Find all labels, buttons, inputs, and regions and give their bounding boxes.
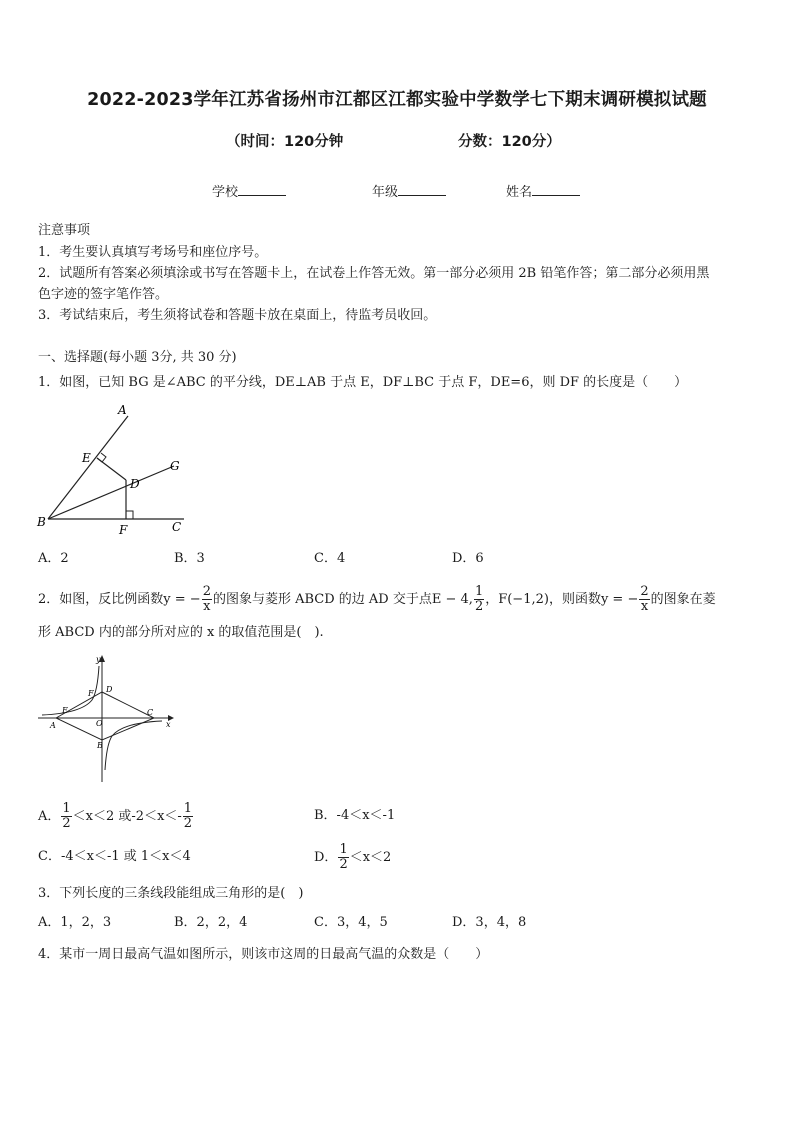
label-d: D <box>106 685 113 694</box>
label-x: x <box>166 720 171 729</box>
label-c: C <box>147 708 154 717</box>
q2-stem-b: 的图象与菱形 ABCD 的边 AD 交于点 <box>212 592 432 607</box>
grade-label: 年级 <box>372 185 399 200</box>
q1-option-b[interactable]: B．3 <box>174 551 205 566</box>
notes-heading: 注意事项 <box>38 223 91 238</box>
q2-point-f: ，F(−1,2)，则函数 <box>485 592 601 607</box>
q2-figure <box>36 652 176 784</box>
q2-option-a-frac2 <box>183 802 193 831</box>
line-ba <box>48 416 128 519</box>
q2-option-a-den1: 2 <box>62 816 71 831</box>
label-f: F <box>119 523 128 537</box>
q2-option-a-num2: 1 <box>183 801 193 816</box>
q2-option-a-frac1 <box>61 802 71 831</box>
label-c: C <box>172 520 182 534</box>
label-e: E <box>82 451 91 465</box>
exam-score: 分数：120分） <box>458 134 561 150</box>
rhombus-abcd <box>56 692 154 740</box>
exam-title: 2022-2023学年江苏省扬州市江都区江都实验中学数学七下期末调研模拟试题 <box>87 90 707 110</box>
q2-point-e-frac <box>474 585 484 614</box>
q2-stem-line1 <box>38 585 716 614</box>
section-heading: 一、选择题(每小题 3分, 共 30 分) <box>38 350 237 365</box>
line-bg <box>48 466 174 519</box>
q2-func-frac-2 <box>639 585 649 614</box>
q2-option-d-prefix: D． <box>314 850 338 865</box>
q2-point-e-den: 2 <box>474 599 484 614</box>
school-blank[interactable] <box>238 183 286 196</box>
exam-time: （时间：120分钟 <box>226 134 344 150</box>
label-o: O <box>96 719 103 728</box>
q1-option-c[interactable]: C．4 <box>314 551 346 566</box>
label-f: F <box>88 689 94 698</box>
q2-func-den-2: x <box>640 599 649 614</box>
q2-option-a-den2: 2 <box>183 816 193 831</box>
q4-stem: 4．某市一周日最高气温如图所示，则该市这周的日最高气温的众数是（ ） <box>38 947 489 962</box>
grade-blank[interactable] <box>398 183 446 196</box>
q1-figure <box>32 400 192 540</box>
note-1: 1．考生要认真填写考场号和座位序号。 <box>38 245 268 260</box>
q2-func-frac <box>202 585 212 614</box>
q2-option-d-num: 1 <box>339 842 348 857</box>
q2-option-b[interactable]: B．-4＜x＜-1 <box>314 808 396 823</box>
q2-func-num-2: 2 <box>640 584 649 599</box>
q1-option-a[interactable]: A．2 <box>38 551 69 566</box>
q2-option-d-den: 2 <box>339 857 348 872</box>
q1-stem: 1．如图，已知 BG 是∠ABC 的平分线，DE⊥AB 于点 E，DF⊥BC 于点 F，DE=6，则 DF 的长度是（ ） <box>38 375 688 390</box>
q2-func-lhs-2: y = − <box>600 592 639 607</box>
label-b: B <box>97 741 103 750</box>
name-label: 姓名 <box>506 185 533 200</box>
label-g: G <box>170 459 180 473</box>
label-a: A <box>118 403 127 417</box>
q2-func-num: 2 <box>202 584 211 599</box>
q2-point-e-num: 1 <box>474 584 484 599</box>
q2-point-e: E − 4, <box>431 592 473 607</box>
q2-option-c[interactable]: C．-4＜x＜-1 或 1＜x＜4 <box>38 849 191 864</box>
note-3: 3．考试结束后，考生须将试卷和答题卡放在桌面上，待监考员收回。 <box>38 308 437 323</box>
label-a: A <box>50 721 56 730</box>
q3-option-d[interactable]: D．3，4，8 <box>452 915 527 930</box>
q1-option-d[interactable]: D．6 <box>452 551 484 566</box>
q2-stem-c: 的图象在菱 <box>650 592 716 607</box>
q3-option-a[interactable]: A．1，2，3 <box>38 915 112 930</box>
q2-func-den: x <box>203 599 211 614</box>
q2-option-a-num1: 1 <box>62 801 71 816</box>
note-2: 2．试题所有答案必须填涂或书写在答题卡上，在试卷上作答无效。第一部分必须用 2B 铅笔作答；第二部分必须用黑 <box>38 266 710 281</box>
grade-field <box>372 181 446 200</box>
name-blank[interactable] <box>532 183 580 196</box>
q2-option-a-mid: ＜x＜2 或-2＜x＜- <box>72 809 182 824</box>
school-label: 学校 <box>212 185 239 200</box>
label-d: D <box>130 477 140 491</box>
label-e: E <box>62 706 68 715</box>
right-angle-f <box>126 511 133 519</box>
school-field <box>212 181 286 200</box>
q2-stem-line2: 形 ABCD 内的部分所对应的 x 的取值范围是( ). <box>38 625 324 640</box>
q3-option-b[interactable]: B．2，2，4 <box>174 915 248 930</box>
q3-stem: 3．下列长度的三条线段能组成三角形的是( ) <box>38 886 304 901</box>
q2-option-d-frac <box>338 843 348 872</box>
hyperbola-right-branch <box>105 721 162 770</box>
label-b: B <box>37 515 46 529</box>
q2-option-a[interactable] <box>38 802 194 831</box>
label-y: y <box>96 655 101 664</box>
q2-option-d[interactable] <box>314 843 391 872</box>
q2-func-lhs: y = − <box>163 592 201 607</box>
q3-option-c[interactable]: C．3，4，5 <box>314 915 388 930</box>
q2-option-a-prefix: A． <box>38 809 61 824</box>
note-2-cont: 色字迹的签字笔作答。 <box>38 287 169 302</box>
q2-option-d-suffix: ＜x＜2 <box>349 850 392 865</box>
name-field <box>506 181 580 200</box>
q2-stem-a: 2．如图，反比例函数 <box>38 592 164 607</box>
